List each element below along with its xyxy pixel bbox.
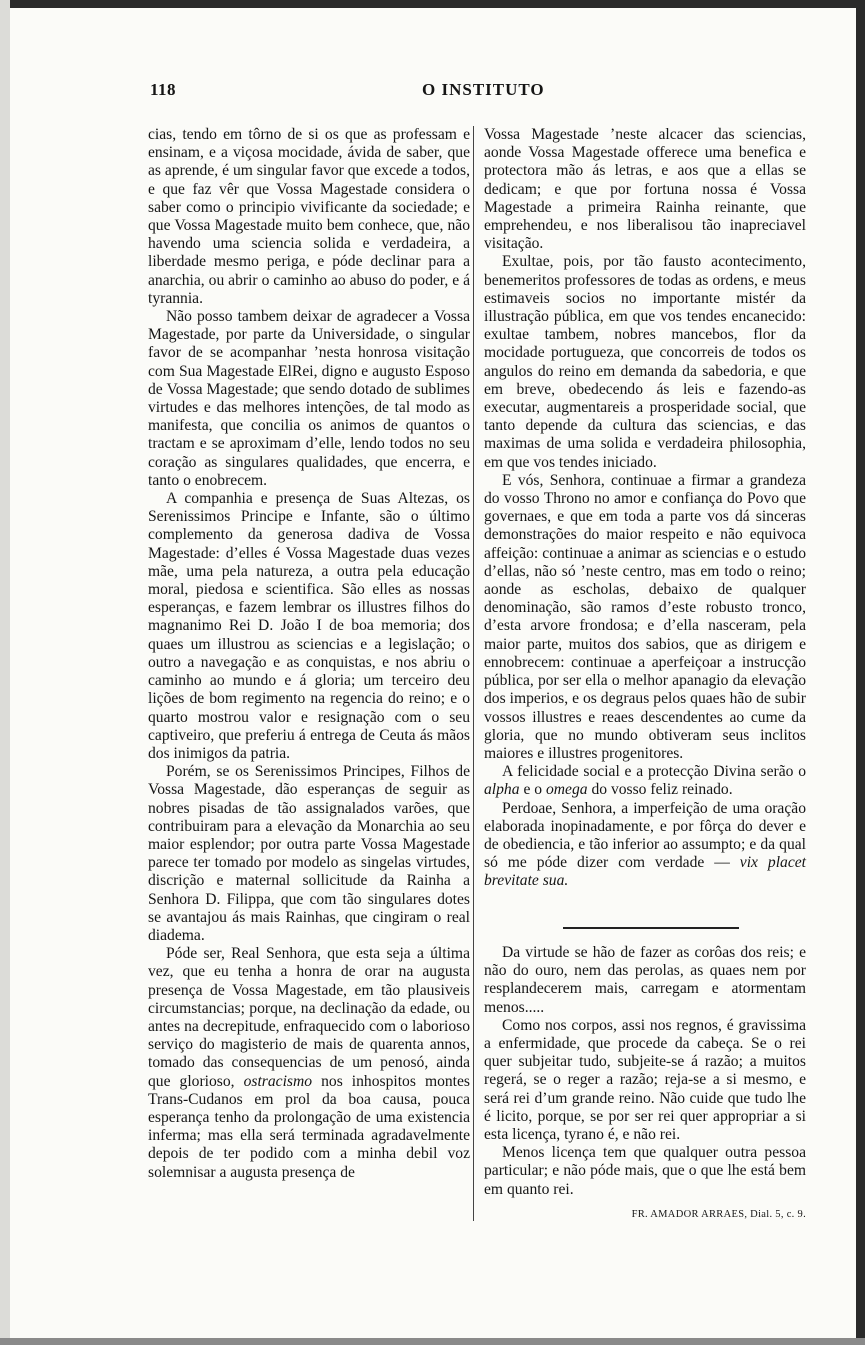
text-run: do vosso feliz reinado. xyxy=(591,781,733,799)
running-title: O INSTITUTO xyxy=(422,80,545,99)
right-column xyxy=(484,126,806,891)
paragraph: Não posso tambem deixar de agradecer a Vossa Magestade, por parte da Universidade, o singular favor de se acompanhar ’nesta honrosa visitação com Sua Magestade ElRei, digno e augusto Esposo de Vossa Magestade; que sendo dotado de sublimes virtudes e das melhores intenções, de tal modo as manifesta, que concilia os animos de quantos o tractam e se aproximam d’elle, lendo todos no seu coração as singulares qualidades, que encerra, e tanto o enobrecem. xyxy=(148,308,470,489)
paragraph: A companhia e presença de Suas Altezas, os Serenissimos Principe e Infante, são o último complemento da generosa dadiva de Vossa Magestade: d’elles é Vossa Magestade duas vezes mãe, uma pela natureza, a outra pela educação moral, piedosa e scientifica. São elles as nossas esperanças, e fazem lembrar os illustres filhos do magnanimo Rei D. João I de boa memoria; dos quaes um illustrou as sciencias e a legislação; o outro a navegação e as conquistas, e nos abriu o caminho ao mundo e á gloria; um terceiro deu lições de bom regimento na regencia do reino; e o quarto mostrou valor e resignação com o seu captiveiro, que preferiu á entrega de Ceuta ás mãos dos inimigos da patria. xyxy=(148,490,470,762)
paragraph: Exultae, pois, por tão fausto acontecimento, benemeritos professores de todas as ordens, e meus estimaveis socios no importante mistér da illustração pública, em que vos tendes encanecido: exultae tambem, nobres mancebos, flor da mocidade portugueza, que concorreis de todos os angulos do reino em demanda da sabedoria, e que em breve, obedecendo ás leis e fazendo-as executar, augmentareis a prosperidade social, que tanto depende da cultura das sciencias, e das maximas de uma solida e verdadeira philosophia, em que vos tendes iniciado. xyxy=(484,253,806,471)
paragraph: Vossa Magestade ’neste alcacer das sciencias, aonde Vossa Magestade offerece uma benefica e protectora mão ás letras, e aos que a ellas se dedicam; e que por fortuna nossa é Vossa Magestade a primeira Rainha reinante, que emprehendeu, e nos liberalisou tão inapreciavel visitação. xyxy=(484,126,806,253)
epigraph-quotation xyxy=(484,944,806,1199)
paragraph xyxy=(484,800,806,891)
quote-citation: FR. AMADOR ARRAES, Dial. 5, c. 9. xyxy=(631,1209,806,1220)
paragraph: Porém, se os Serenissimos Principes, Filhos de Vossa Magestade, dão esperanças de seguir as nobres pisadas de tão assignalados varões, que contribuiram para a elevação da Monarchia ao seu maior esplendor; por outra parte Vossa Magestade parece ter tomado por modelo as singelas virtudes, discrição e maternal sollicitude da Rainha a Senhora D. Filippa, que com tão singulares dotes se avantajou ás mais Rainhas, que cingiram o real diadema. xyxy=(148,763,470,944)
paragraph xyxy=(484,763,806,799)
paragraph: E vós, Senhora, continuae a firmar a grandeza do vosso Throno no amor e confiança do Povo que governaes, e que em toda a parte vos dá sinceras demonstrações do maior respeito e não equivoca affeição: continuae a animar as sciencias e o estudo d’ellas, não só ’neste centro, mas em todo o reino; aonde as escholas, debaixo de qualquer denominação, são ramos d’este robusto tronco, d’esta arvore frondosa; e d’ella nasceram, pela maior parte, muitos dos sabios, que as dirigem e ennobrecem: continuae a aperfeiçoar a instrucção pública, por ser ella o melhor apanagio da elevação dos imperios, e os degraus pelos quaes hão de subir vossos illustres e reaes descendentes ao cume da gloria, que no mundo obtiveram seus inclitos maiores e illustres progenitores. xyxy=(484,471,806,762)
quote-paragraph: Menos licença tem que qualquer outra pessoa particular; e não póde mais, que o que lhe está bem em quanto rei. xyxy=(484,1144,806,1198)
text-run: A felicidade social e a protecção Divina serão o xyxy=(502,763,806,781)
italic-term: omega xyxy=(545,781,588,799)
book-page xyxy=(10,8,856,1338)
paragraph xyxy=(148,945,470,1182)
text-run: e o xyxy=(523,781,543,799)
latin-quote: vix placet brevitate sua. xyxy=(484,854,806,890)
quote-paragraph: Como nos corpos, assi nos regnos, é gravissima a enfermidade, que procede da cabeça. Se o rei quer subjeitar tudo, subjeite-se á razão; a muitos regerá, se o reger a razão; reja-se a si mesmo, e será rei d’um grande reino. Não cuide que tudo lhe é licito, porque, se por ser rei quer appropriar a si esta licença, tyrano é, e não rei. xyxy=(484,1016,806,1144)
page-header xyxy=(10,80,856,106)
page-number: 118 xyxy=(150,80,177,99)
text-run: Perdoae, Senhora, a imperfeição de uma oração elaborada inopinadamente, e por fôrça do dever e de obediencia, e tão inferior ao assumpto; e da qual só me póde dizer com verdade — xyxy=(484,799,806,872)
italic-term: ostracismo xyxy=(243,1072,313,1090)
left-column xyxy=(148,126,470,1182)
section-rule xyxy=(563,927,739,929)
page-bottom-edge xyxy=(0,1338,865,1345)
column-divider xyxy=(473,126,474,1221)
quote-paragraph: Da virtude se hão de fazer as corôas dos reis; e não do ouro, nem das perolas, as quaes nem por resplandecerem mais, carregam e atormentam menos..... xyxy=(484,944,806,1016)
page-left-edge xyxy=(0,0,10,1345)
italic-term: alpha xyxy=(484,781,520,799)
text-run: nos inhospitos montes Trans-Cudanos em prol da boa causa, pouca esperança tenho da prolongação de uma existencia infermа; mas ella será terminada agradavelmente depois de ter podido com a minha debil voz solemnisar a augusta presença de xyxy=(148,1072,471,1181)
paragraph: cias, tendo em tôrno de si os que as professam e ensinam, e a viçosa mocidade, ávida de saber, que as aprende, é um singular favor que excede a todos, e que faz vêr que Vossa Magestade considera o saber como o principio vivificante da sociedade; e que Vossa Magestade muito bem conhece, que, não havendo uma sciencia solida e verdadeira, a liberdade mesmo periga, e póde declinar para a anarchia, ou abrir o caminho ao abuso do poder, e á tyrannia. xyxy=(148,126,470,307)
text-run: Póde ser, Real Senhora, que esta seja a última vez, que eu tenha a honra de orar na augusta presença de Vossa Magestade, em tão plausiveis circumstancias; porque, na declinação da edade, ou antes na decrepitude, enfraquecido com o laborioso serviço do magisterio de mais de quarenta annos, tomado das consequencias de um penosó, ainda que glorioso, xyxy=(148,945,470,1090)
